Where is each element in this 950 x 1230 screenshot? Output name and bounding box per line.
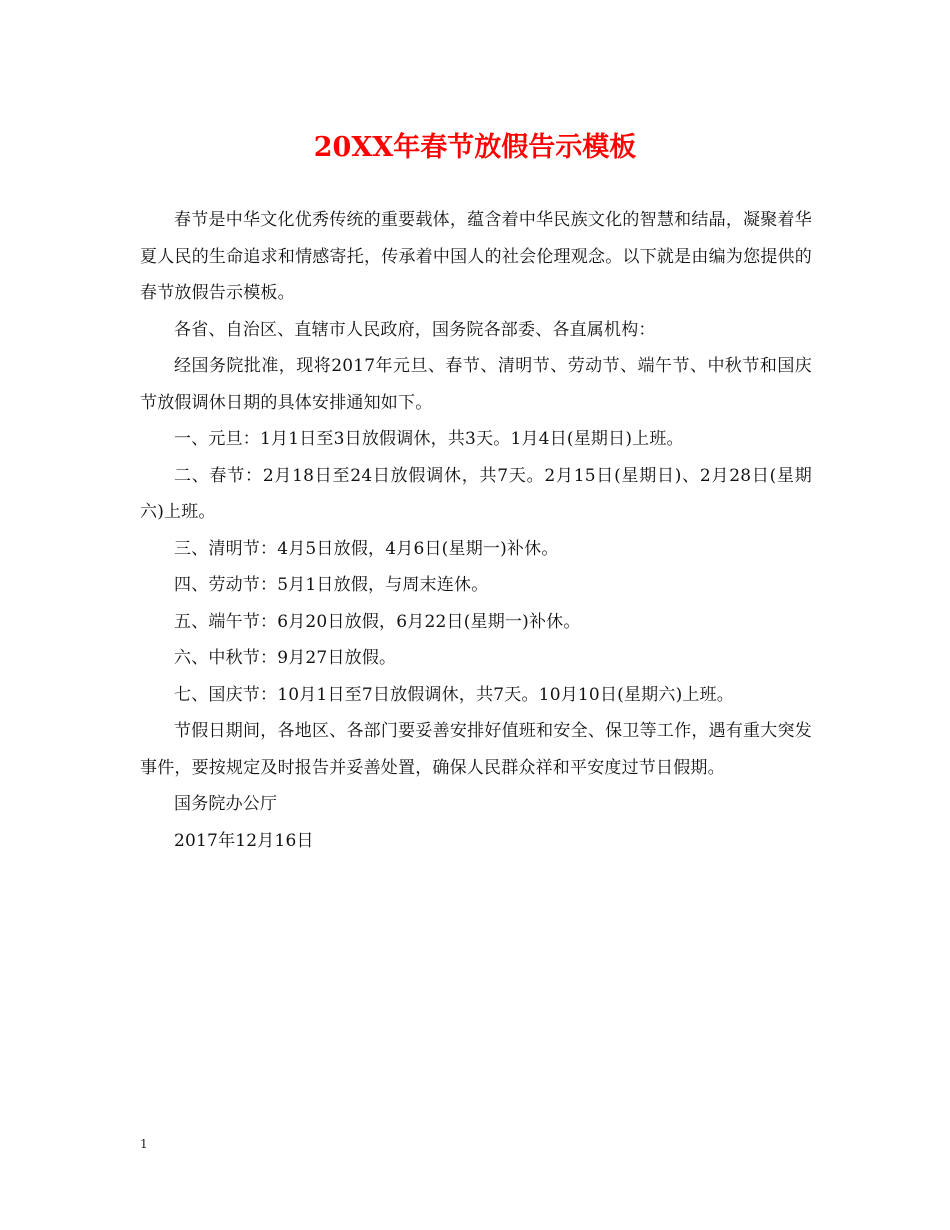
notice-intro-paragraph: 经国务院批准，现将2017年元旦、春节、清明节、劳动节、端午节、中秋节和国庆节放假调休日期的具体安排通知如下。 xyxy=(140,356,812,413)
issue-date: 2017年12月16日 xyxy=(174,830,314,851)
holiday-item-labor-day: 四、劳动节：5月1日放假，与周末连休。 xyxy=(174,575,489,595)
holiday-item-spring-festival: 二、春节：2月18日至24日放假调休，共7天。2月15日(星期日)、2月28日(星期六)上班。 xyxy=(140,465,812,522)
holiday-item-qingming: 三、清明节：4月5日放假，4月6日(星期一)补休。 xyxy=(174,538,559,559)
holiday-item-national-day: 七、国庆节：10月1日至7日放假调休，共7天。10月10日(星期六)上班。 xyxy=(174,684,735,705)
addressee-paragraph: 各省、自治区、直辖市人民政府，国务院各部委、各直属机构： xyxy=(174,319,656,340)
intro-paragraph: 春节是中华文化优秀传统的重要载体，蕴含着中华民族文化的智慧和结晶，凝聚着华夏人民的生命追求和情感寄托，传承着中国人的社会伦理观念。以下就是由编为您提供的春节放假告示模板。 xyxy=(140,210,812,303)
holiday-item-mid-autumn: 六、中秋节：9月27日放假。 xyxy=(174,648,397,668)
issuer-signature: 国务院办公厅 xyxy=(174,794,278,814)
holiday-item-new-year: 一、元旦：1月1日至3日放假调休，共3天。1月4日(星期日)上班。 xyxy=(174,429,684,449)
document-title: 20XX年春节放假告示模板 xyxy=(313,132,637,163)
document-body xyxy=(140,202,812,859)
holiday-item-dragon-boat: 五、端午节：6月20日放假，6月22日(星期一)补休。 xyxy=(174,611,581,632)
page-number: 1 xyxy=(140,1137,148,1151)
closing-paragraph: 节假日期间，各地区、各部门要妥善安排好值班和安全、保卫等工作，遇有重大突发事件，要按规定及时报告并妥善处置，确保人民群众祥和平安度过节日假期。 xyxy=(140,721,812,778)
